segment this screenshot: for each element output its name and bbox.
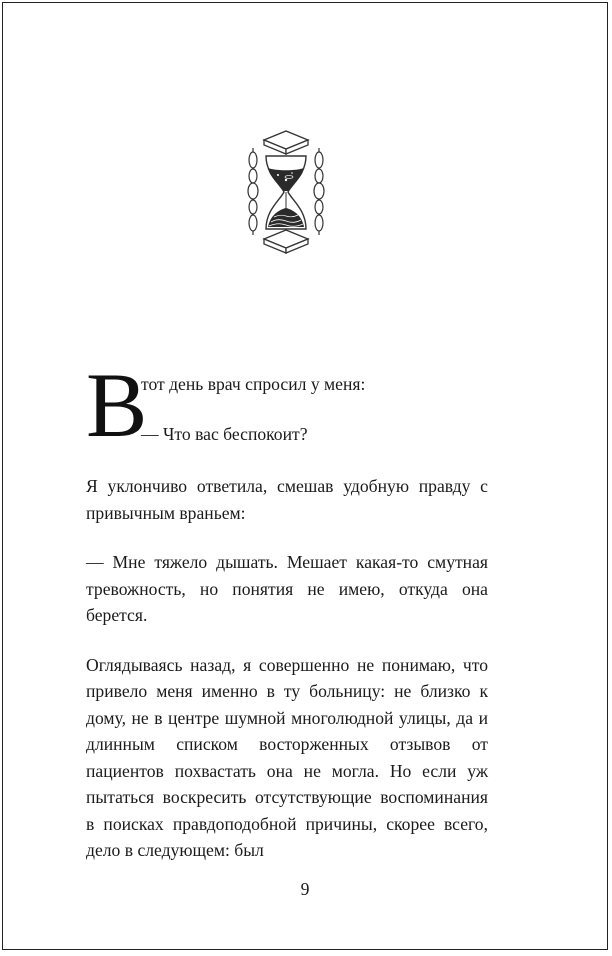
opening-line-2: — Что вас беспокоит?	[141, 424, 308, 444]
paragraph: Я уклончиво ответила, смешав удобную правду с привычным враньем:	[86, 476, 488, 523]
paragraph: Оглядываясь назад, я совершенно не понимаю, что привело меня именно в ту больницу: не близко к дому, не в центре шумной многолюдной улицы, да и длинным списком восторженных отзывов от пациентов похвастать она не могла. Но если уж пытаться воскресить отсутствующие воспоминания в поисках правдоподобной причины, скорее всего, дело в следующем: был	[86, 654, 488, 860]
paragraph: — Мне тяжело дышать. Мешает какая-то смутная тревожность, но понятия не имею, откуда она берется.	[86, 552, 488, 625]
hourglass-icon	[244, 130, 328, 254]
opening-paragraph	[86, 354, 488, 456]
opening-line-1: тот день врач спросил у меня:	[141, 374, 366, 394]
page-number: 9	[300, 879, 310, 899]
book-page	[2, 2, 608, 950]
chapter-text	[86, 354, 488, 864]
drop-cap: В	[86, 354, 148, 456]
